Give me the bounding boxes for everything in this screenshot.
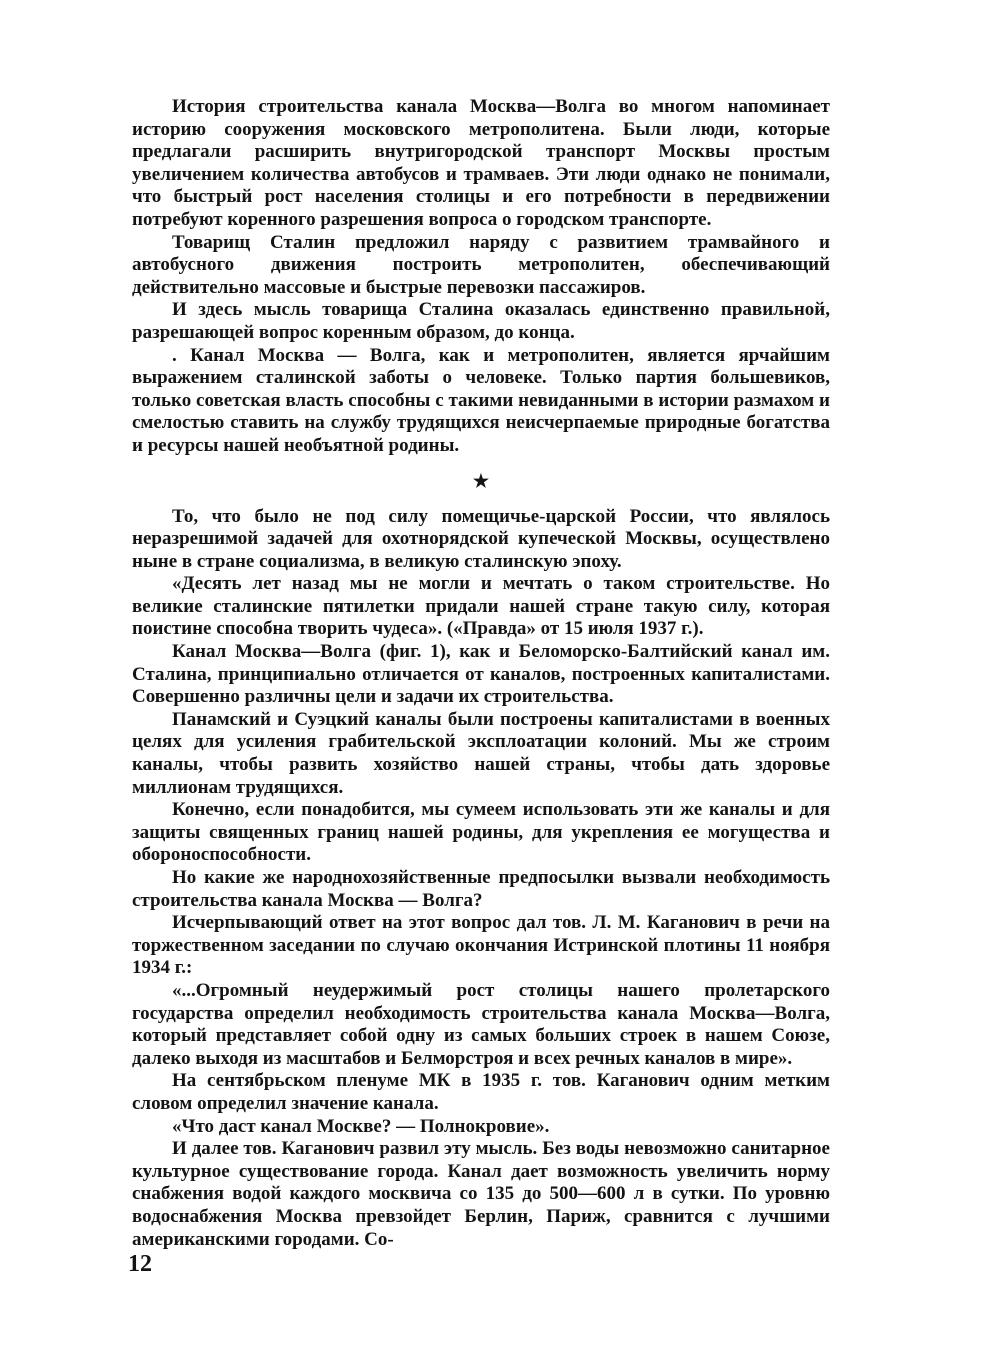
paragraph: Канал Москва—Волга (фиг. 1), как и Беломорско-Балтийский канал им. Сталина, принципиально отличается от каналов, построенных капиталистами. Совершенно различны цели и задачи их строительства. (132, 641, 830, 708)
paragraph: Исчерпывающий ответ на этот вопрос дал тов. Л. М. Каганович в речи на торжественном заседании по случаю окончания Истринской плотины 11 ноября 1934 г.: (132, 912, 830, 979)
paragraph: Товарищ Сталин предложил наряду с развитием трамвайного и автобусного движения построить метрополитен, обеспечивающий действительно массовые и быстрые перевозки пассажиров. (132, 231, 830, 298)
quote-paragraph: «Что даст канал Москве? — Полнокровие». (172, 1115, 550, 1137)
paragraph: История строительства канала Москва—Волга во многом напоминает историю сооружения московского метрополитена. Были люди, которые предлагали расширить внутригородской транспорт Москвы простым увеличением количества автобусов и трамваев. Эти люди однако не понимали, что быстрый рост населения столицы и его потребности в передвижении потребуют коренного разрешения вопроса о городском транспорте. (132, 96, 830, 230)
paragraph: Панамский и Суэцкий каналы были построены капиталистами в военных целях для усиления грабительской эксплоатации колоний. Мы же строим каналы, чтобы развить хозяйство нашей страны, чтобы дать здоровье миллионам трудящихся. (132, 708, 830, 798)
paragraph: «Десять лет назад мы не могли и мечтать о таком строительстве. Но великие сталинские пятилетки придали нашей стране такую силу, которая поистине способна творить чудеса». («Правда» от 15 июля 1937 г.). (132, 573, 830, 640)
section-separator-star: ★ (472, 470, 490, 491)
paragraph: . Канал Москва — Волга, как и метрополитен, является ярчайшим выражением сталинской заботы о человеке. Только партия большевиков, только советская власть способны с такими невиданными в истории размахом и смелостью ставить на службу трудящихся неисчерпаемые природные богатства и ресурсы нашей необъятной родины. (132, 344, 830, 456)
section-2 (132, 506, 830, 1252)
paragraph: И здесь мысль товарища Сталина оказалась единственно правильной, разрешающей вопрос коренным образом, до конца. (132, 299, 830, 343)
paragraph: Но какие же народнохозяйственные предпосылки вызвали необходимость строительства канала Москва — Волга? (132, 867, 830, 911)
paragraph: То, что было не под силу помещичье-царской России, что являлось неразрешимой задачей для охотнорядской купеческой Москвы, осуществлено ныне в стране социализма, в великую сталинскую эпоху. (132, 505, 830, 572)
paragraph: И далее тов. Каганович развил эту мысль. Без воды невозможно санитарное культурное существование города. Канал дает возможность увеличить норму снабжения водой каждого москвича со 135 до 500—600 л в сутки. По уровню водоснабжения Москва превзойдет Берлин, Париж, сравнится с лучшими американскими городами. Со- (132, 1138, 830, 1250)
quote-paragraph: «...Огромный неудержимый рост столицы нашего пролетарского государства определил необходимость строительства канала Москва—Волга, который представляет собой одну из самых больших строек в нашем Союзе, далеко выходя из масштабов и Белморстроя и всех речных каналов в мире». (132, 979, 830, 1069)
section-1 (132, 96, 830, 458)
paragraph: На сентябрьском пленуме МК в 1935 г. тов. Каганович одним метким словом определил значение канала. (132, 1070, 830, 1114)
page-body (132, 96, 830, 1251)
paragraph: Конечно, если понадобится, мы сумеем использовать эти же каналы и для защиты священных границ нашей родины, для укрепления ее могущества и обороноспособности. (132, 799, 830, 866)
page-number: 12 (128, 1251, 152, 1277)
